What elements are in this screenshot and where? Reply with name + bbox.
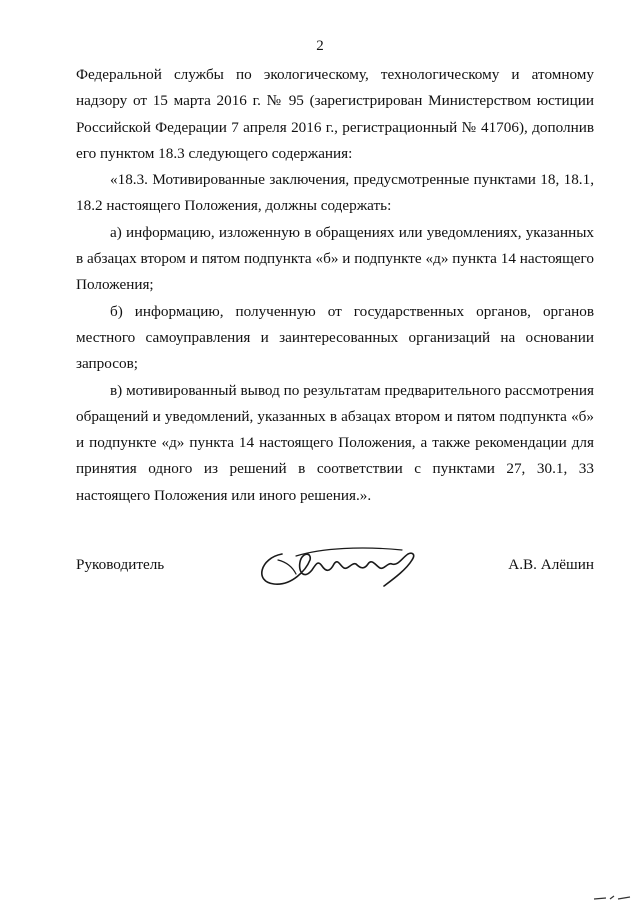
signatory-name: А.В. Алёшин xyxy=(508,556,594,573)
signature-block xyxy=(76,540,594,600)
handwritten-signature xyxy=(252,540,428,590)
paragraph-item-a: а) информацию, изложенную в обращениях или уведомлениях, указанных в абзацах втором и пятом подпункта «б» и подпункте «д» пункта 14 настоящего Положения; xyxy=(76,223,594,294)
page-number: 2 xyxy=(316,38,324,54)
scan-artifact-mark xyxy=(592,893,632,901)
paragraph-item-v: в) мотивированный вывод по результатам предварительного рассмотрения обращений и уведомлений, указанных в абзацах втором и пятом подпункта «б» и подпункте «д» пункта 14 настоящего Положения, а также рекомендации для принятия одного из решений в соответствии с пунктами 27, 30.1, 33 настоящего Положения или иного решения.». xyxy=(76,381,594,504)
paragraph-intro: Федеральной службы по экологическому, технологическому и атомному надзору от 15 марта 2016 г. № 95 (зарегистрирован Министерством юстиции Российской Федерации 7 апреля 2016 г., регистрационный № 41706), дополнив его пунктом 18.3 следующего содержания: xyxy=(76,66,594,162)
signatory-title: Руководитель xyxy=(76,556,165,573)
paragraph-item-b: б) информацию, полученную от государственных органов, органов местного самоуправления и заинтересованных организаций на основании запросов; xyxy=(76,302,594,373)
paragraph-clause-18-3: «18.3. Мотивированные заключения, предусмотренные пунктами 18, 18.1, 18.2 настоящего Положения, должны содержать: xyxy=(76,171,594,215)
document-body xyxy=(76,62,594,509)
